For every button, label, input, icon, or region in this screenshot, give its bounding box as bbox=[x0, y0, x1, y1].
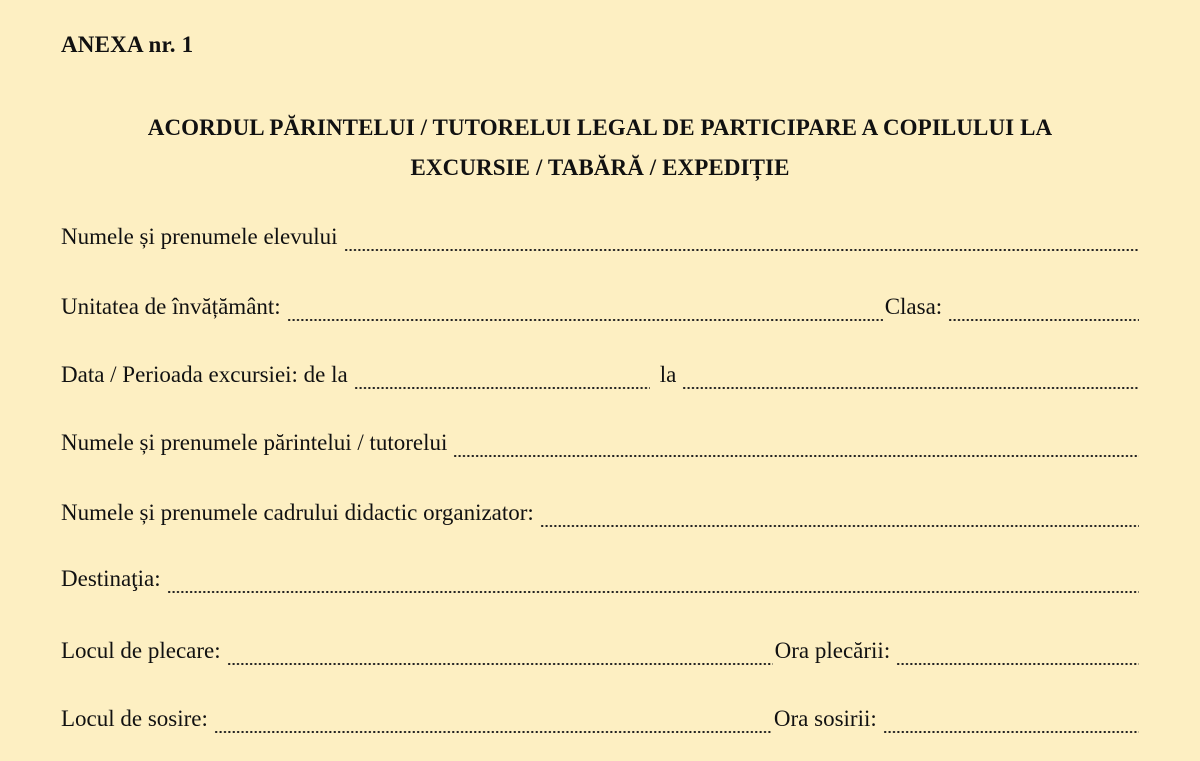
parent-name-blank[interactable] bbox=[453, 438, 1139, 458]
field-school-class bbox=[61, 294, 1139, 328]
field-student-name bbox=[61, 224, 1139, 258]
class-label: Clasa: bbox=[884, 294, 943, 319]
arrival-place-blank[interactable] bbox=[214, 714, 772, 734]
class-blank[interactable] bbox=[948, 302, 1139, 322]
field-arrival bbox=[61, 706, 1139, 740]
field-parent-name bbox=[61, 430, 1139, 464]
period-to-label: la bbox=[659, 362, 677, 387]
destination-label: Destinaţia: bbox=[61, 566, 161, 591]
title-line-1: ACORDUL PĂRINTELUI / TUTORELUI LEGAL DE PARTICIPARE A COPILULUI LA bbox=[147, 115, 1053, 140]
student-name-label: Numele și prenumele elevului bbox=[61, 224, 338, 249]
title-line-2: EXCURSIE / TABĂRĂ / EXPEDIȚIE bbox=[410, 155, 790, 180]
field-destination bbox=[61, 566, 1139, 600]
annex-label: ANEXA nr. 1 bbox=[61, 32, 194, 57]
destination-blank[interactable] bbox=[167, 574, 1139, 594]
field-teacher-name bbox=[61, 500, 1139, 534]
arrival-place-label: Locul de sosire: bbox=[61, 706, 208, 731]
field-departure bbox=[61, 638, 1139, 672]
parent-name-label: Numele și prenumele părintelui / tutorelui bbox=[61, 430, 448, 455]
departure-time-label: Ora plecării: bbox=[774, 638, 891, 663]
period-to-blank[interactable] bbox=[682, 370, 1139, 390]
period-from-label: Data / Perioada excursiei: de la bbox=[61, 362, 348, 387]
student-name-blank[interactable] bbox=[344, 232, 1139, 252]
arrival-time-label: Ora sosirii: bbox=[773, 706, 877, 731]
teacher-name-blank[interactable] bbox=[540, 508, 1139, 528]
arrival-time-blank[interactable] bbox=[883, 714, 1139, 734]
teacher-name-label: Numele și prenumele cadrului didactic organizator: bbox=[61, 500, 534, 525]
school-blank[interactable] bbox=[287, 302, 883, 322]
document-title bbox=[60, 108, 1140, 188]
departure-place-blank[interactable] bbox=[227, 646, 773, 666]
field-period bbox=[61, 362, 1139, 396]
school-label: Unitatea de învățământ: bbox=[61, 294, 281, 319]
period-from-blank[interactable] bbox=[354, 370, 650, 390]
departure-place-label: Locul de plecare: bbox=[61, 638, 221, 663]
departure-time-blank[interactable] bbox=[896, 646, 1139, 666]
